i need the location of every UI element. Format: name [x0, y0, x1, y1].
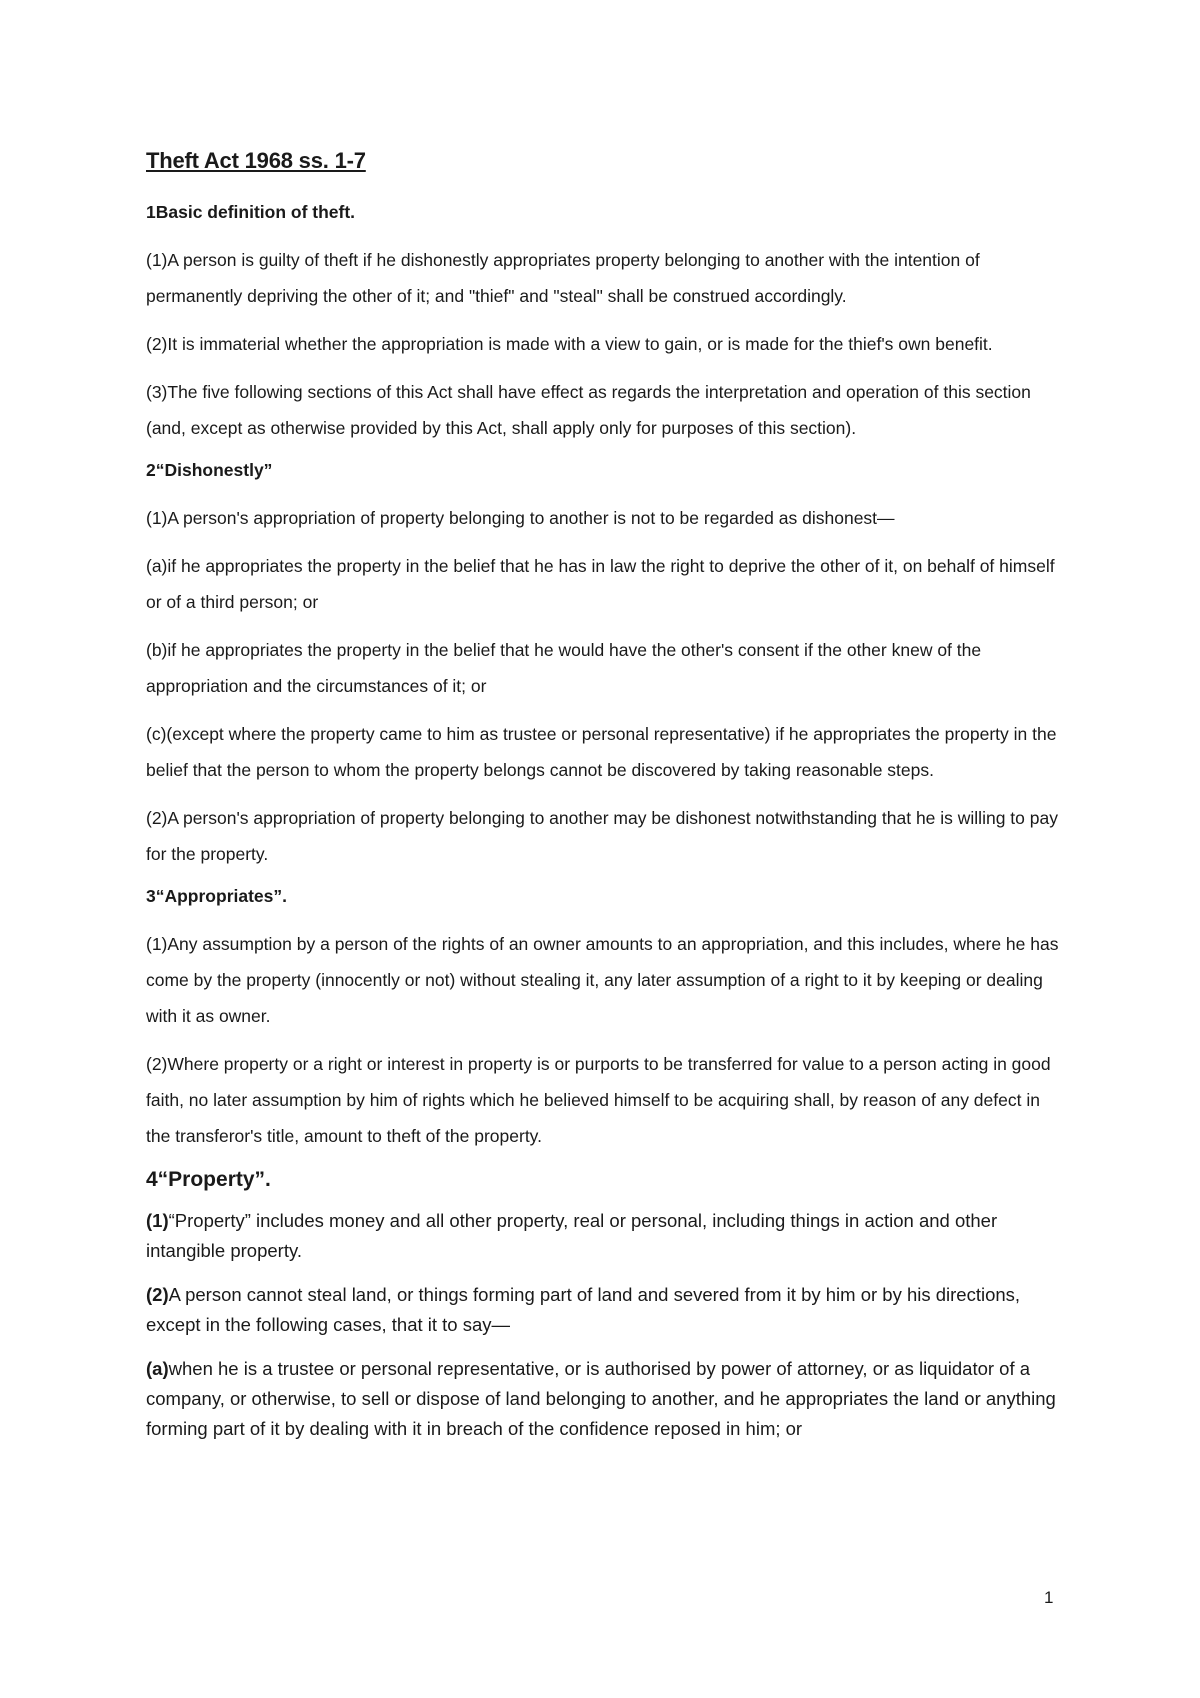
subsection-paragraph: (a)if he appropriates the property in the belief that he has in law the right to deprive the other of it, on behalf of himself or of a third person; or: [146, 556, 1055, 612]
subsection-number: (1): [146, 1210, 169, 1231]
subsection-paragraph: [146, 1354, 1066, 1444]
document-body: [146, 200, 1066, 1458]
subsection-text: A person cannot steal land, or things forming part of land and severed from it by him or by his directions, except in the following cases, that it to say—: [146, 1284, 1021, 1335]
subsection-paragraph: (3)The five following sections of this Act shall have effect as regards the interpretation and operation of this section (and, except as otherwise provided by this Act, shall apply only for purposes of this section).: [146, 382, 1031, 438]
section-heading: 3“Appropriates”.: [146, 886, 287, 906]
subsection-number: (2): [146, 1284, 169, 1305]
section-heading: 1Basic definition of theft.: [146, 202, 356, 222]
subsection-paragraph: (c)(except where the property came to him as trustee or personal representative) if he appropriates the property in the belief that the person to whom the property belongs cannot be discovered by taking reasonable steps.: [146, 724, 1057, 780]
subsection-paragraph: [146, 1206, 1066, 1266]
subsection-paragraph: [146, 1280, 1066, 1340]
page-number: 1: [1044, 1588, 1054, 1607]
subsection-text: “Property” includes money and all other property, real or personal, including things in action and other intangible property.: [146, 1210, 998, 1261]
subsection-paragraph: (1)Any assumption by a person of the rights of an owner amounts to an appropriation, and this includes, where he has come by the property (innocently or not) without stealing it, any later assumption of a right to it by keeping or dealing with it as owner.: [146, 934, 1059, 1026]
subsection-text: when he is a trustee or personal representative, or is authorised by power of attorney, or as liquidator of a company, or otherwise, to sell or dispose of land belonging to another, and he appropriates the land or anything forming part of it by dealing with it in breach of the confidence reposed in him; or: [146, 1358, 1056, 1439]
subsection-paragraph: (b)if he appropriates the property in the belief that he would have the other's consent if the other knew of the appropriation and the circumstances of it; or: [146, 640, 982, 696]
subsection-paragraph: (1)A person is guilty of theft if he dishonestly appropriates property belonging to another with the intention of permanently depriving the other of it; and "thief" and "steal" shall be construed accordingly.: [146, 250, 980, 306]
subsection-paragraph: (1)A person's appropriation of property belonging to another is not to be regarded as dishonest—: [146, 508, 895, 528]
document-title: Theft Act 1968 ss. 1-7: [146, 148, 366, 173]
section-heading: 2“Dishonestly”: [146, 460, 273, 480]
subsection-paragraph: (2)Where property or a right or interest in property is or purports to be transferred for value to a person acting in good faith, no later assumption by him of rights which he believed himself to be acquiring shall, by reason of any defect in the transferor's title, amount to theft of the property.: [146, 1054, 1051, 1146]
subsection-paragraph: (2)It is immaterial whether the appropriation is made with a view to gain, or is made for the thief's own benefit.: [146, 334, 993, 354]
section-heading: 4“Property”.: [146, 1168, 271, 1191]
subsection-paragraph: (2)A person's appropriation of property belonging to another may be dishonest notwithstanding that he is willing to pay for the property.: [146, 808, 1058, 864]
subsection-number: (a): [146, 1358, 169, 1379]
